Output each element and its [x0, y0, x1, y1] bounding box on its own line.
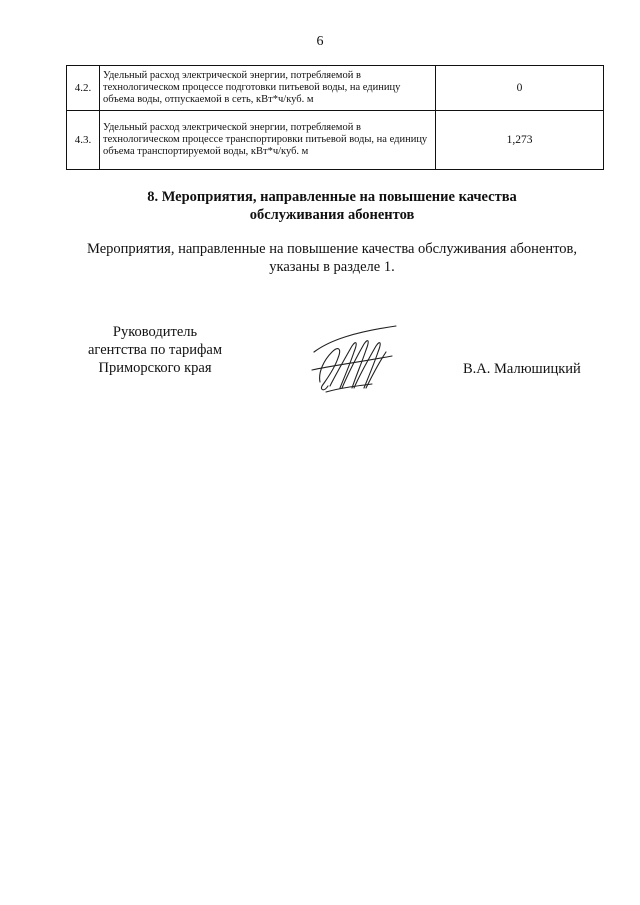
signer-title-line-3: Приморского края	[98, 360, 212, 376]
handwritten-signature	[300, 322, 410, 394]
row-description: Удельный расход электрической энергии, потребляемой в технологическом процессе транспортировки питьевой воды, на единицу объема транспортируемой воды, кВт*ч/куб. м	[100, 111, 436, 170]
signer-title-line-1: Руководитель	[112, 324, 198, 340]
section-text-line-1: Мероприятия, направленные на повышение качества обслуживания абонентов,	[87, 241, 577, 257]
measures-table	[66, 65, 604, 170]
row-value: 0	[436, 66, 604, 111]
signer-title-line-2: агентства по тарифам	[88, 342, 222, 358]
signer-name: В.А. Малюшицкий	[463, 361, 581, 377]
page-number: 6	[316, 34, 324, 49]
section-heading-line-1: 8. Мероприятия, направленные на повышение качества	[147, 189, 517, 205]
section-text	[0, 240, 640, 276]
section-heading	[0, 188, 640, 224]
table-row	[67, 111, 604, 170]
row-number: 4.2.	[67, 66, 100, 111]
row-number: 4.3.	[67, 111, 100, 170]
row-value: 1,273	[436, 111, 604, 170]
section-text-line-2: указаны в разделе 1.	[269, 259, 395, 275]
row-description: Удельный расход электрической энергии, потребляемой в технологическом процессе подготовки питьевой воды, на единицу объема воды, отпускаемой в сеть, кВт*ч/куб. м	[100, 66, 436, 111]
signer-title	[60, 323, 250, 377]
table-row	[67, 66, 604, 111]
section-heading-line-2: обслуживания абонентов	[249, 207, 415, 223]
